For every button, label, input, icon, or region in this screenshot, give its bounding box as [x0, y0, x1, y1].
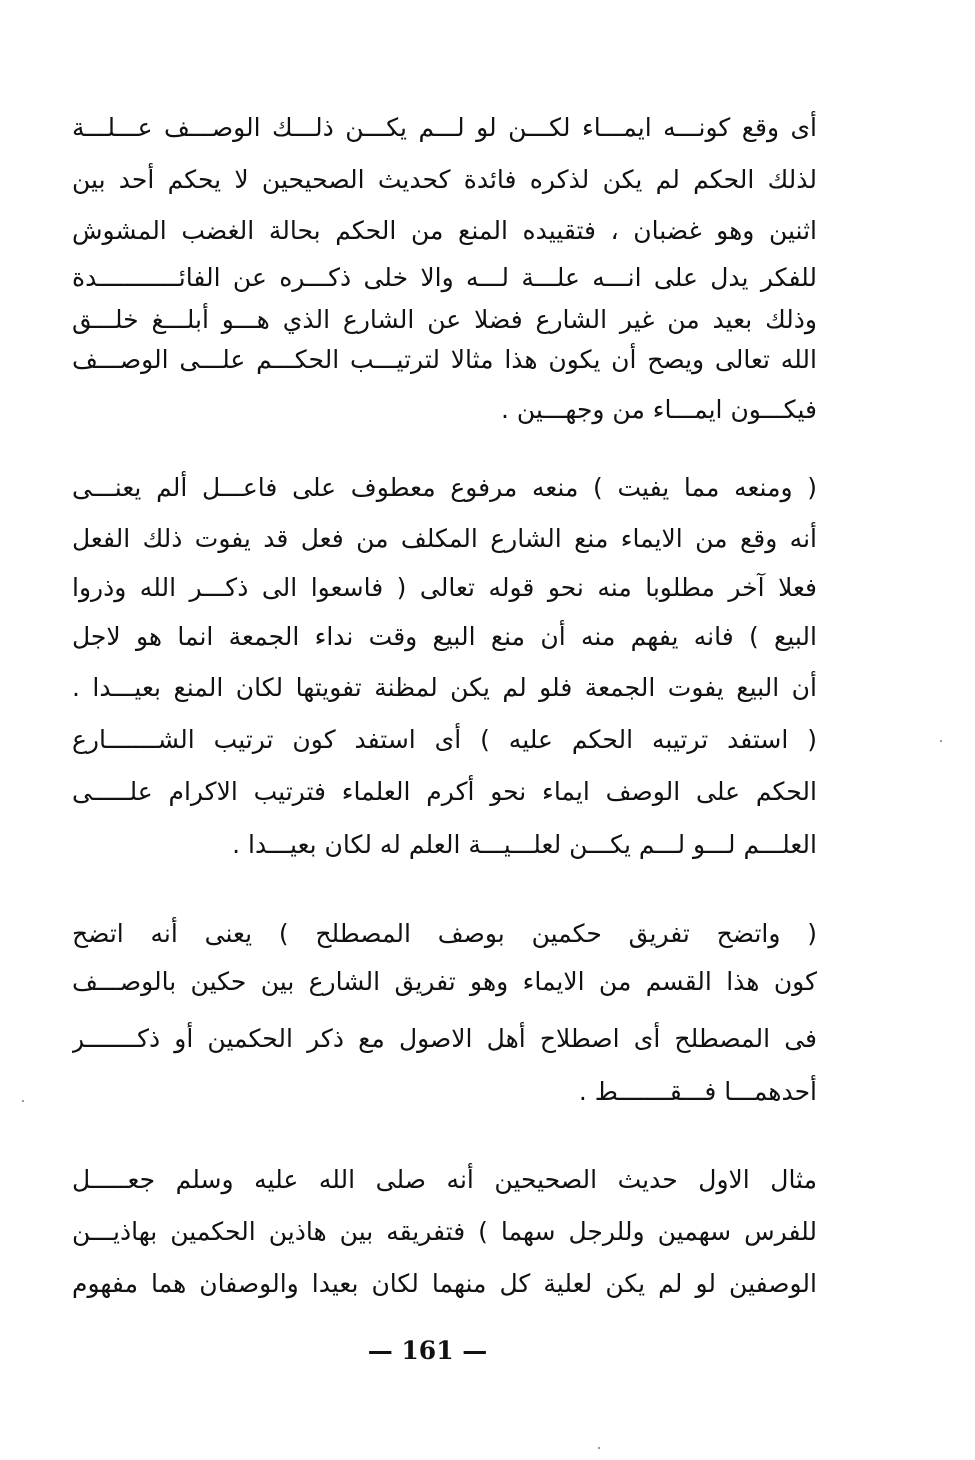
- paragraph-line: للفرس سهمين وللرجل سهما ) فتفريقه بين هاذين الحكمين بهاذيـــن: [72, 1217, 817, 1246]
- page-number: — 161 —: [367, 1336, 488, 1365]
- paragraph-line: البيع ) فانه يفهم منه أن منع البيع وقت نداء الجمعة انما هو لاجل: [72, 622, 817, 651]
- paragraph-line: للفكر يدل على انـــه علـــة لـــه والا خلى ذكـــره عن الفائـــــــــــدة: [72, 263, 817, 292]
- paragraph-line: العلـــم لـــو لـــم يكـــن لعلـــيـــة العلم له لكان بعيـــدا .: [232, 830, 817, 859]
- paragraph-line: فعلا آخر مطلوبا منه نحو قوله تعالى ( فاسعوا الى ذكـــر الله وذروا: [72, 573, 817, 602]
- scan-speck: [940, 740, 942, 742]
- paragraph-line: الله تعالى ويصح أن يكون هذا مثالا لترتيـــب الحكـــم علـــى الوصـــف: [72, 345, 817, 374]
- scan-speck: [598, 1447, 600, 1449]
- paragraph-line: الوصفين لو لم يكن لعلية كل منهما لكان بعيدا والوصفان هما مفهوم: [72, 1269, 817, 1298]
- paragraph-line: أحدهمـــا فـــقـــــــط .: [578, 1077, 817, 1106]
- paragraph-line: فى المصطلح أى اصطلاح أهل الاصول مع ذكر الحكمين أو ذكـــــــر: [72, 1024, 817, 1053]
- paragraph-line: ( ومنعه مما يفيت ) منعه مرفوع معطوف على فاعـــل ألم يعنـــى: [72, 473, 817, 502]
- paragraph-line: ( استفد ترتيبه الحكم عليه ) أى استفد كون ترتيب الشـــــــارع: [72, 725, 817, 754]
- paragraph-line: فيكـــون ايمـــاء من وجهـــين .: [500, 395, 817, 424]
- scan-speck: [22, 1100, 24, 1102]
- paragraph-line: أنه وقع من الايماء منع الشارع المكلف من فعل قد يفوت ذلك الفعل: [72, 524, 817, 553]
- paragraph-line: كون هذا القسم من الايماء وهو تفريق الشارع بين حكين بالوصـــف: [72, 967, 817, 996]
- paragraph-line: مثال الاول حديث الصحيحين أنه صلى الله عليه وسلم جعـــــل: [72, 1165, 817, 1194]
- paragraph-line: اثنين وهو غضبان ، فتقييده المنع من الحكم بحالة الغضب المشوش: [72, 216, 817, 245]
- paragraph-line: الحكم على الوصف ايماء نحو أكرم العلماء فترتيب الاكرام علـــــى: [72, 777, 817, 806]
- paragraph-line: أن البيع يفوت الجمعة فلو لم يكن لمظنة تفويتها لكان المنع بعيـــدا .: [72, 673, 817, 702]
- paragraph-line: ( واتضح تفريق حكمين بوصف المصطلح ) يعنى أنه اتضح: [72, 919, 817, 948]
- paragraph-line: أى وقع كونـــه ايمـــاء لكـــن لو لـــم يكـــن ذلـــك الوصـــف عـــلـــة: [72, 113, 817, 142]
- paragraph-line: لذلك الحكم لم يكن لذكره فائدة كحديث الصحيحين لا يحكم أحد بين: [72, 165, 817, 194]
- paragraph-line: وذلك بعيد من غير الشارع فضلا عن الشارع الذي هـــو أبلـــغ خلـــق: [72, 305, 817, 334]
